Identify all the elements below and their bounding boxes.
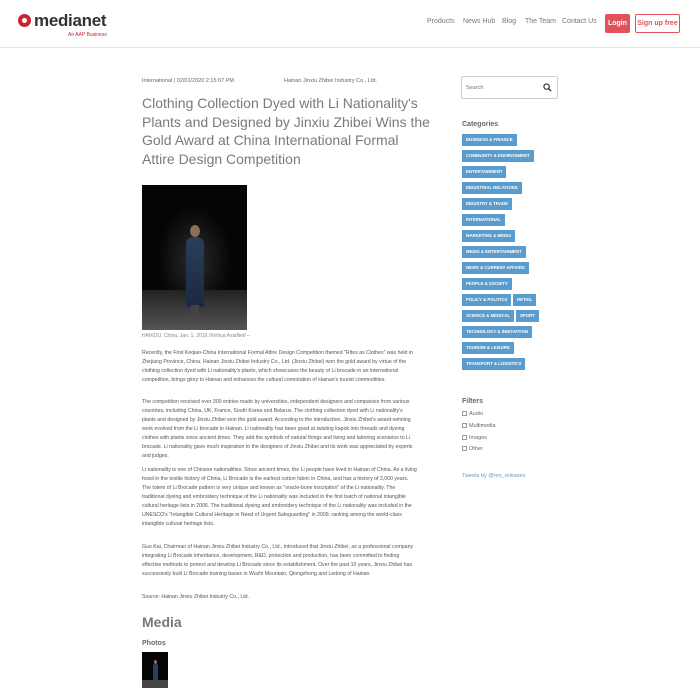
search-box: [461, 76, 558, 99]
model-dress: [186, 237, 204, 307]
filter-label: Audio: [469, 411, 484, 417]
category-sport[interactable]: SPORT: [516, 310, 539, 322]
checkbox[interactable]: [462, 411, 467, 416]
tweets-link[interactable]: Tweets by @mn_releases: [462, 473, 526, 479]
logo-mark-icon: [18, 14, 31, 27]
article-photo[interactable]: [142, 185, 247, 330]
category-people-society[interactable]: PEOPLE & SOCIETY: [462, 278, 512, 290]
filter-images[interactable]: [462, 435, 487, 441]
category-technology-innovation[interactable]: TECHNOLOGY & INNOVATION: [462, 326, 532, 338]
category-international[interactable]: INTERNATIONAL: [462, 214, 505, 226]
article-title: Clothing Collection Dyed with Li Nationality's Plants and Designed by Jinxiu Zhibei Wins the Gold Award at China International Formal Attire Design Competition: [142, 95, 430, 167]
signup-button[interactable]: Sign up free: [635, 14, 680, 33]
category-industry-trade[interactable]: INDUSTRY & TRADE: [462, 198, 512, 210]
photos-heading: Photos: [142, 640, 166, 647]
nav-the-team[interactable]: The Team: [525, 18, 556, 25]
filter-label: Images: [469, 435, 488, 441]
filter-other[interactable]: [462, 446, 483, 452]
media-heading: Media: [142, 614, 182, 630]
category-community-environment[interactable]: COMMUNITY & ENVIRONMENT: [462, 150, 534, 162]
photo-thumbnail[interactable]: [142, 652, 168, 688]
category-marketing-media[interactable]: MARKETING & MEDIA: [462, 230, 515, 242]
search-input[interactable]: [466, 81, 541, 95]
nav-contact-us[interactable]: Contact Us: [562, 18, 597, 25]
nav-blog[interactable]: Blog: [502, 18, 517, 25]
article-paragraph: The competition received over 300 entries made by universities, independent designers and companies from various countries, including China, UK, France, South Korea and Belarus. The clothing collection dyed with Li nationality's plants and designed by Jinxiu Zhibei won the gold award. According to the introduction, Jinxiu Zhibei's award-winning work evolved from the Li brocade in Hainan. Li nationality has been good at twisting kapok into threads and dyeing clothes with plants since ancient times. They add the symbols of natural things and living and laboring scenarios to Li brocade. Li nationality gave much inspiration to the designers of Jinxiu Zhibei and its work was appreciated by experts and judges.: [142, 399, 413, 459]
model-legs: [191, 305, 199, 317]
search-icon[interactable]: [543, 83, 552, 92]
article-source: Source: Hainan Jinxiu Zhibei Industry Co., Ltd.: [142, 594, 249, 600]
nav-news-hub[interactable]: News Hub: [463, 18, 496, 25]
category-news-current-affairs[interactable]: NEWS & CURRENT AFFAIRS: [462, 262, 529, 274]
category-policy-politics[interactable]: POLICY & POLITICS: [462, 294, 511, 306]
logo-text: medianet: [34, 11, 107, 30]
category-entertainment[interactable]: ENTERTAINMENT: [462, 166, 506, 178]
filter-audio[interactable]: [462, 411, 483, 417]
categories-heading: Categories: [462, 121, 499, 128]
thumb-body: [153, 664, 158, 681]
checkbox[interactable]: [462, 435, 467, 440]
checkbox[interactable]: [462, 423, 467, 428]
article-paragraph: Recently, the First Keqiao-China International Formal Attire Design Competition themed "Rites as Clothes" was held in Zhejiang Province, China. Hainan Jinxiu Zhibei Industry Co., Ltd. (Jinxiu Zhibei) won the gold award by virtue of the clothing collection dyed with Li nationality's plants, which showcases the beauty of Li brocade in an international competition, brings glory to Hainan and enhances the cultural connotation of Hainan's tourist commodities.: [142, 350, 413, 383]
filters-heading: Filters: [462, 398, 484, 405]
category-media-entertainment[interactable]: MEDIA & ENTERTAINMENT: [462, 246, 526, 258]
model-head: [190, 225, 200, 237]
logo-subtitle: An AAP Business: [68, 32, 107, 38]
article-meta-date: International | 02/01/2020 2:15:07 PM: [142, 78, 234, 84]
filter-multimedia[interactable]: [462, 423, 496, 429]
login-button[interactable]: Login: [605, 14, 630, 33]
top-navigation-bar: [0, 0, 700, 48]
category-industrial-relations[interactable]: INDUSTRIAL RELATIONS: [462, 182, 522, 194]
nav-products[interactable]: Products: [427, 18, 455, 25]
category-science-medical[interactable]: SCIENCE & MEDICAL: [462, 310, 514, 322]
category-business-finance[interactable]: BUSINESS & FINANCE: [462, 134, 517, 146]
checkbox[interactable]: [462, 446, 467, 451]
article-paragraph: Li nationality is one of Chinese nationalities. Since ancient times, the Li people have lived in Hainan of China. As a living fossil in the textile history of China, Li Brocade is the earliest cotton fabric in China, and has a history of 3,000 years. The totem of Li Brocade pattern is very unique and known as "oracle-bone inscription" of the Li nationality. The traditional dyeing and embroidery technique of the Li nationality was included in the first batch of national intangible cultural heritage lists in 2006. The traditional dyeing and embroidery technique of the Li nationality was included in the UNESCO's "Intangible Cultural Heritage in Need of Urgent Safeguarding" in 2009, ranking among the world-class intangible cultural heritage lists.: [142, 467, 417, 527]
article-paragraph: Guo Kai, Chairman of Hainan Jinxiu Zhibei Industry Co., Ltd., introduced that Jinxiu Zhibei, as a professional company integrating Li Brocade inheritance, development, R&D, protection and production, has been committed to finding effective methods to protect and develop Li Brocade since its establishment. Over the past 10 years, Jinxiu Zhibei has successively built Li Brocade training bases in Wuzhi Mountain, Qiongzhong and Ledong of Hainan.: [142, 544, 414, 577]
category-retail[interactable]: RETAIL: [513, 294, 536, 306]
thumb-floor: [142, 680, 168, 688]
article-meta-company[interactable]: Hainan Jinxiu Zhibei Industry Co., Ltd.: [284, 78, 377, 84]
category-tourism-leisure[interactable]: TOURISM & LEISURE: [462, 342, 514, 354]
filter-label: Multimedia: [469, 423, 496, 429]
filter-label: Other: [469, 446, 483, 452]
category-transport-logistics[interactable]: TRANSPORT & LOGISTICS: [462, 358, 525, 370]
photo-caption: HAIKOU, China, Jan. 1, 2019 /Xinhua AsiaNet/ --: [142, 333, 251, 339]
